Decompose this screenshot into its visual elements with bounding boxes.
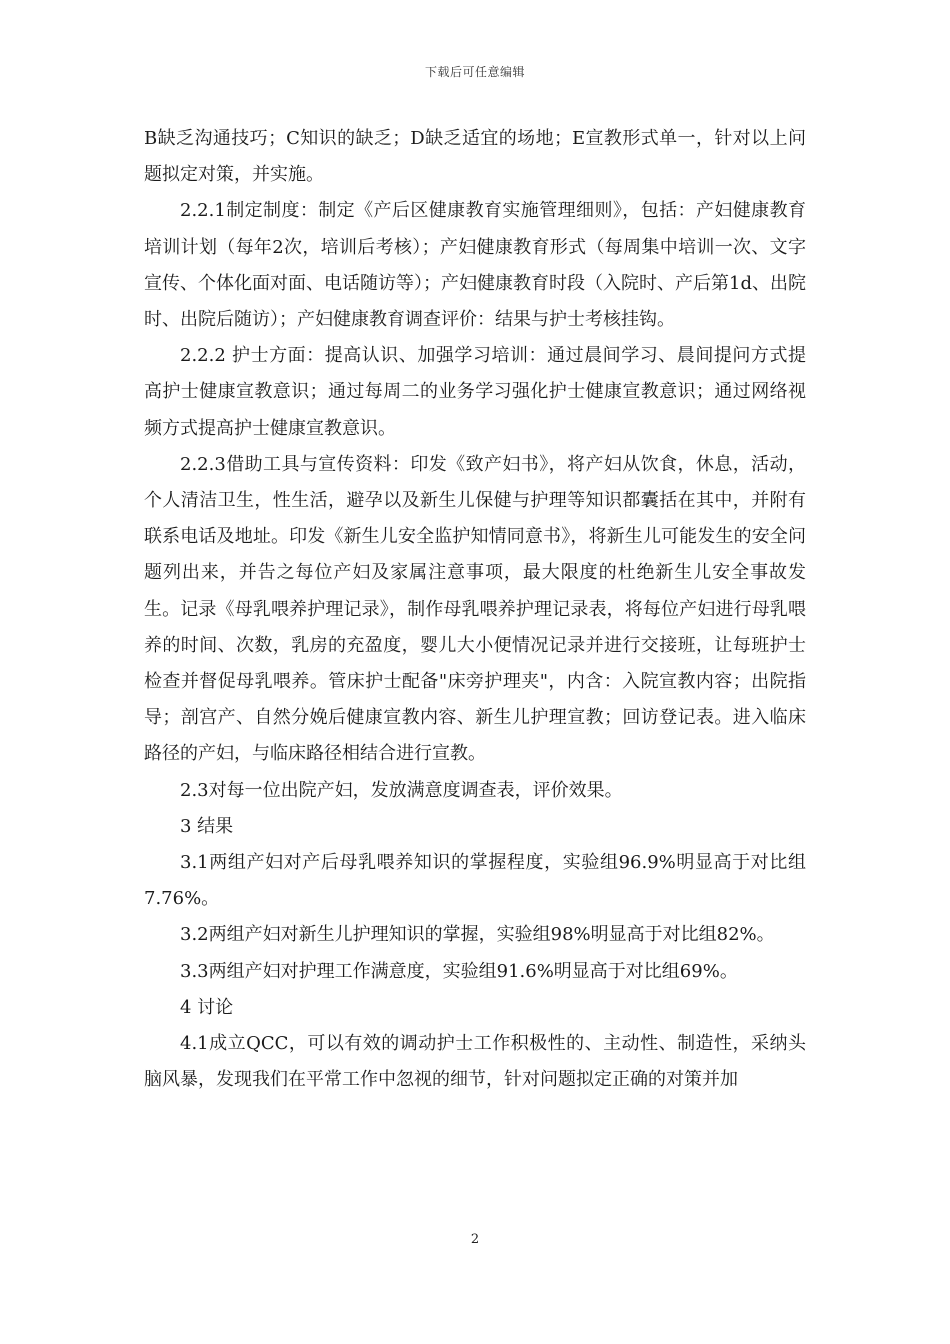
page-header: 下载后可任意编辑: [424, 65, 525, 79]
document-body: [144, 121, 806, 1098]
paragraph-3-3: 3.3两组产妇对护理工作满意度，实验组91.6%明显高于对比组69%。: [180, 960, 738, 982]
paragraph-3-2: 3.2两组产妇对新生儿护理知识的掌握，实验组98%明显高于对比组82%。: [180, 924, 775, 946]
section-heading-discussion: 4 讨论: [180, 996, 234, 1018]
paragraph-2-2-1: 2.2.1制定制度：制定《产后区健康教育实施管理细则》，包括：产妇健康教育培训计划（每年2次，培训后考核）；产妇健康教育形式（每周集中培训一次、文字宣传、个体化面对面、电话随访等）；产妇健康教育时段（入院时、产后第1d、出院时、出院后随访）；产妇健康教育调查评价：结果与护士考核挂钩。: [144, 200, 806, 331]
paragraph-2-2-2: 2.2.2 护士方面：提高认识、加强学习培训：通过晨间学习、晨间提问方式提高护士健康宣教意识；通过每周二的业务学习强化护士健康宣教意识；通过网络视频方式提高护士健康宣教意识。: [144, 345, 806, 439]
paragraph-3-1: 3.1两组产妇对产后母乳喂养知识的掌握程度，实验组96.9%明显高于对比组7.76%。: [144, 852, 806, 910]
section-heading-results: 3 结果: [180, 815, 234, 837]
paragraph-continuation: B缺乏沟通技巧；C知识的缺乏；D缺乏适宜的场地；E宣教形式单一，针对以上问题拟定对策，并实施。: [144, 128, 806, 186]
page-number: 2: [470, 1232, 480, 1247]
paragraph-4-1: 4.1成立QCC，可以有效的调动护士工作积极性的、主动性、制造性，采纳头脑风暴，发现我们在平常工作中忽视的细节，针对问题拟定正确的对策并加: [144, 1033, 806, 1091]
paragraph-2-3: 2.3对每一位出院产妇，发放满意度调查表，评价效果。: [180, 779, 623, 801]
paragraph-2-2-3: 2.2.3借助工具与宣传资料：印发《致产妇书》，将产妇从饮食，休息，活动，个人清洁卫生，性生活，避孕以及新生儿保健与护理等知识都囊括在其中，并附有联系电话及地址。印发《新生儿安全监护知情同意书》，将新生儿可能发生的安全问题列出来，并告之每位产妇及家属注意事项，最大限度的杜绝新生儿安全事故发生。记录《母乳喂养护理记录》，制作母乳喂养护理记录表，将每位产妇进行母乳喂养的时间、次数，乳房的充盈度，婴儿大小便情况记录并进行交接班，让每班护士检查并督促母乳喂养。管床护士配备"床旁护理夹"，内含：入院宣教内容；出院指导；剖宫产、自然分娩后健康宣教内容、新生儿护理宣教；回访登记表。进入临床路径的产妇，与临床路径相结合进行宣教。: [144, 453, 806, 765]
